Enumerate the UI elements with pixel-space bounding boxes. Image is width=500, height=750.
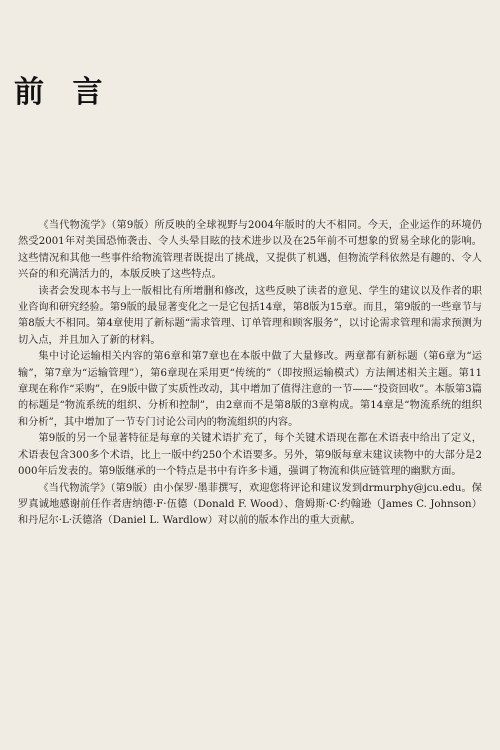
paragraph-2: 读者会发现本书与上一版相比有所增删和修改，这些反映了读者的意见、学生的建议以及作者的职业咨询和研究经验。第9版的最显著变化之一是它包括14章，第8版为15章。而且，第9版的一些章节与第8版大不相同。第4章使用了新标题“需求管理、订单管理和顾客服务”，以讨论需求管理和需求预测为切入点，并且加入了新的材料。 bbox=[18, 285, 482, 346]
page-title: 前 言 bbox=[14, 75, 112, 110]
paragraph-4: 第9版的另一个显著特征是每章的关键术语扩充了，每个关键术语现在都在术语表中给出了定义，术语表包含300多个术语，比上一版中约250个术语要多。另外，第9版每章末建议读物中的大部分是2000年后发表的。第9版继承的一个特点是书中有许多卡通，强调了物流和供应链管理的幽默方面。 bbox=[18, 433, 482, 478]
paragraph-1: 《当代物流学》（第9版）所反映的全球视野与2004年版时的大不相同。今天，企业运作的环境仍然受2001年对美国恐怖袭击、令人头晕目眩的技术进步以及在25年前不可想象的贸易全球化的影响。这些情况和其他一些事件给物流管理者既提出了挑战，又提供了机遇，但物流学科依然是有趣的、令人兴奋的和充满活力的，本版反映了这些特点。 bbox=[18, 220, 482, 281]
preface-body bbox=[18, 218, 482, 530]
paragraph-3: 集中讨论运输相关内容的第6章和第7章也在本版中做了大量修改。两章都有新标题（第6章为“运输”，第7章为“运输管理”），第6章现在采用更“传统的”（即按照运输模式）方法阐述相关主题。第11章现在称作“采购”，在9版中做了实质性改动，其中增加了值得注意的一节——“投资回收”。本版第3篇的标题是“物流系统的组织、分析和控制”，由2章而不是第8版的3章构成。第14章是“物流系统的组织和分析”，其中增加了一节专门讨论公司内的物流组织的内容。 bbox=[18, 351, 482, 428]
paragraph-5: 《当代物流学》（第9版）由小保罗·墨菲撰写，欢迎您将评论和建议发到drmurphy@jcu.edu。保罗真诚地感谢前任作者唐纳德·F·伍德（Donald F. Wood）、詹姆斯·C·约翰逊（James C. Johnson）和丹尼尔·L·沃德洛（Daniel L. Wardlow）对以前的版本作出的重大贡献。 bbox=[18, 482, 482, 527]
